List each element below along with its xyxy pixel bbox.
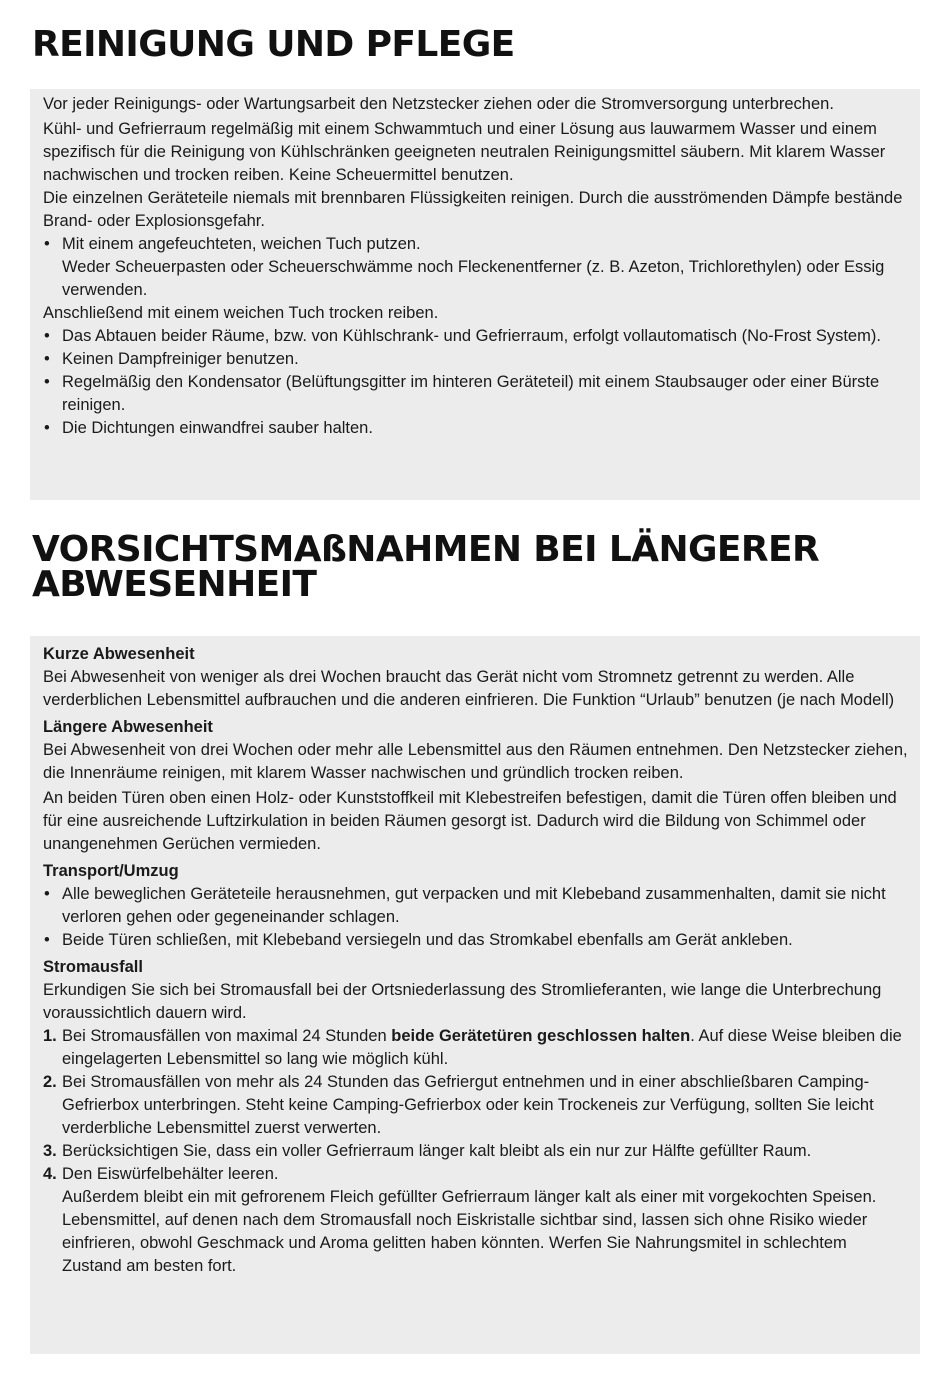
paragraph: Weder Scheuerpasten oder Scheuerschwämme noch Fleckenentferner (z. B. Azeton, Trichlorethylen) oder Essig verwenden. — [62, 258, 885, 299]
bullet-list — [43, 325, 908, 440]
cleaning-box — [30, 89, 920, 500]
paragraph: Kühl- und Gefrierraum regelmäßig mit einem Schwammtuch und einer Lösung aus lauwarmem Wasser und einem spezifisch für die Reinigung von Kühlschränken geeigneten neutralen Reinigungsmittel säubern. Mit klarem Wasser nachwischen und trocken reiben. Keine Scheuermittel benutzen. — [43, 120, 886, 184]
list-item — [43, 348, 908, 371]
list-item-text: Die Dichtungen einwandfrei sauber halten. — [62, 419, 373, 437]
section-title-cleaning: REINIGUNG UND PFLEGE — [32, 24, 515, 65]
paragraph: Außerdem bleibt ein mit gefrorenem Fleich gefüllter Gefrierraum länger kalt als einer mit vorgekochten Speisen. — [62, 1188, 877, 1206]
item-number: 2. — [43, 1073, 57, 1091]
list-item — [43, 417, 908, 440]
item-text: Bei Stromausfällen von maximal 24 Stunden — [62, 1027, 392, 1045]
bullet-icon: • — [44, 373, 50, 391]
list-item-text: Das Abtauen beider Räume, bzw. von Kühlschrank- und Gefrierraum, erfolgt vollautomatisch (No-Frost System). — [62, 327, 881, 345]
numbered-item — [43, 1163, 908, 1186]
list-item-text: Regelmäßig den Kondensator (Belüftungsgitter im hinteren Geräteteil) mit einem Staubsauger oder einer Bürste reinigen. — [62, 373, 880, 414]
paragraph: Lebensmittel, auf denen nach dem Stromausfall noch Eiskristalle sichtbar sind, lassen sich ohne Risiko wieder einfrieren, obwohl Geschmack und Aroma gelitten haben könnten. Werfen Sie Nahrungsmitel in schlechtem Zustand am besten fort. — [62, 1211, 868, 1275]
list-item — [43, 883, 908, 929]
absence-box — [30, 636, 920, 1354]
bullet-list — [43, 233, 908, 256]
list-item — [43, 325, 908, 348]
numbered-item — [43, 1025, 908, 1071]
numbered-list — [43, 1025, 908, 1186]
subheading-transport: Transport/Umzug — [43, 862, 179, 880]
numbered-item — [43, 1140, 908, 1163]
bullet-icon: • — [44, 931, 50, 949]
bullet-icon: • — [44, 235, 50, 253]
list-item-text: Keinen Dampfreiniger benutzen. — [62, 350, 299, 368]
item-text: . Auf diese Weise bleiben die eingelagerten Lebensmittel so lang wie möglich kühl. — [62, 1027, 902, 1068]
bullet-icon: • — [44, 327, 50, 345]
paragraph: Erkundigen Sie sich bei Stromausfall bei der Ortsniederlassung des Stromlieferanten, wie lange die Unterbrechung voraussichtlich dauern wird. — [43, 981, 882, 1022]
paragraph: An beiden Türen oben einen Holz- oder Kunststoffkeil mit Klebestreifen befestigen, damit die Türen offen bleiben und für eine ausreichende Luftzirkulation in beiden Räumen gesorgt ist. Dadurch wird die Bildung von Schimmel oder unangenehmen Gerüchen vermieden. — [43, 789, 897, 853]
list-item-text: Beide Türen schließen, mit Klebeband versiegeln und das Stromkabel ebenfalls am Gerät ankleben. — [62, 931, 793, 949]
section-title-absence: VORSICHTSMAßNAHMEN BEI LÄNGERER ABWESENHEIT — [32, 529, 820, 605]
list-item — [43, 371, 908, 417]
item-text-bold: beide Gerätetüren geschlossen halten — [391, 1027, 691, 1045]
bullet-icon: • — [44, 885, 50, 903]
paragraph: Anschließend mit einem weichen Tuch trocken reiben. — [43, 304, 439, 322]
list-item — [43, 233, 908, 256]
paragraph: Bei Abwesenheit von drei Wochen oder mehr alle Lebensmittel aus den Räumen entnehmen. Den Netzstecker ziehen, die Innenräume reinigen, mit klarem Wasser nachwischen und gründlich trocken reiben. — [43, 741, 908, 782]
item-text: Bei Stromausfällen von mehr als 24 Stunden das Gefriergut entnehmen und in einer abschließbaren Camping-Gefrierbox unterbringen. Steht keine Camping-Gefrierbox oder kein Trockeneis zur Verfügung, sollten Sie leicht verderbliche Lebensmittel zuerst verwerten. — [62, 1073, 874, 1137]
paragraph: Vor jeder Reinigungs- oder Wartungsarbeit den Netzstecker ziehen oder die Stromversorgung unterbrechen. — [43, 95, 834, 113]
bullet-list — [43, 883, 908, 952]
item-number: 4. — [43, 1165, 57, 1183]
list-item — [43, 929, 908, 952]
list-item-text: Mit einem angefeuchteten, weichen Tuch putzen. — [62, 235, 421, 253]
subheading-long-absence: Längere Abwesenheit — [43, 718, 213, 736]
numbered-item — [43, 1071, 908, 1140]
item-text: Den Eiswürfelbehälter leeren. — [62, 1165, 279, 1183]
item-text: Berücksichtigen Sie, dass ein voller Gefrierraum länger kalt bleibt als ein nur zur Hälfte gefüllter Raum. — [62, 1142, 812, 1160]
item-number: 3. — [43, 1142, 57, 1160]
subheading-short-absence: Kurze Abwesenheit — [43, 645, 195, 663]
paragraph: Die einzelnen Geräteteile niemals mit brennbaren Flüssigkeiten reinigen. Durch die ausströmenden Dämpfe bestände Brand- oder Explosionsgefahr. — [43, 189, 903, 230]
item-number: 1. — [43, 1027, 57, 1045]
bullet-icon: • — [44, 419, 50, 437]
bullet-icon: • — [44, 350, 50, 368]
list-item-text: Alle beweglichen Geräteteile herausnehmen, gut verpacken und mit Klebeband zusammenhalten, damit sie nicht verloren gehen oder gegeneinander schlagen. — [62, 885, 886, 926]
paragraph: Bei Abwesenheit von weniger als drei Wochen braucht das Gerät nicht vom Stromnetz getrennt zu werden. Alle verderblichen Lebensmittel aufbrauchen und die anderen einfrieren. Die Funktion “Urlaub” benutzen (je nach Modell) — [43, 668, 895, 709]
subheading-power-failure: Stromausfall — [43, 958, 143, 976]
